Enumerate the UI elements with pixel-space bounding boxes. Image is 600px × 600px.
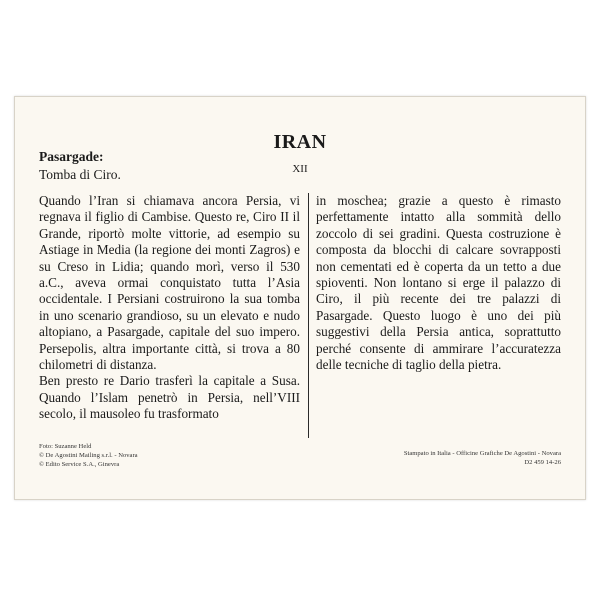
card-number: XII — [292, 163, 308, 175]
photo-credits — [39, 442, 138, 469]
text-column-left — [39, 193, 300, 423]
card-title: IRAN — [273, 131, 327, 153]
printer-info — [404, 449, 561, 467]
text-column-right — [316, 193, 561, 373]
printer-line: Stampato in Italia - Officine Grafiche De Agostini - Novara — [403, 450, 561, 457]
place-heading: Pasargade: — [39, 149, 104, 164]
photo-credit: Foto: Suzanne Held — [39, 443, 92, 450]
copyright-line: © De Agostini Mailing s.r.l. - Novara — [39, 452, 138, 459]
product-code: D2 459 14-26 — [524, 459, 561, 466]
column-divider — [308, 193, 309, 438]
paragraph: Quando l’Iran si chiamava ancora Persia, vi regnava il figlio di Cambise. Questo re, Ciro II il Grande, riportò molte vittorie, ad esempio su Astiage in Media (la regione dei monti Zagros) e su Creso in Lidia; quando morì, verso il 530 a.C., aveva ormai conquistato tutta l’Asia occidentale. I Persiani costruirono la sua tomba in uno scenario grandioso, su un elevato e nudo altopiano, a Pasargade, capitale del suo impero. Persepolis, altra importante città, si trova a 80 chilometri di distanza. — [39, 193, 300, 373]
paragraph: in moschea; grazie a questo è rimasto perfettamente intatto alla sommità dello zoccolo di sei gradini. Questa costruzione è composta da blocchi di calcare sovrapposti non cementati ed è coperta da un tetto a due spioventi. Non lontano si erge il palazzo di Ciro, il più recente dei tre palazzi di Pasargade. Questo luogo è uno dei più suggestivi della Persia antica, soprattutto perché consente di ammirare l’accuratezza delle tecniche di taglio della pietra. — [316, 193, 561, 373]
paragraph: Ben presto re Dario trasferì la capitale a Susa. Quando l’Islam penetrò in Persia, nell’VIII secolo, il mausoleo fu trasformato — [39, 373, 300, 422]
subject-subheading: Tomba di Ciro. — [39, 167, 121, 182]
info-card — [14, 96, 586, 500]
copyright-line: © Edito Service S.A., Ginevra — [39, 461, 120, 468]
